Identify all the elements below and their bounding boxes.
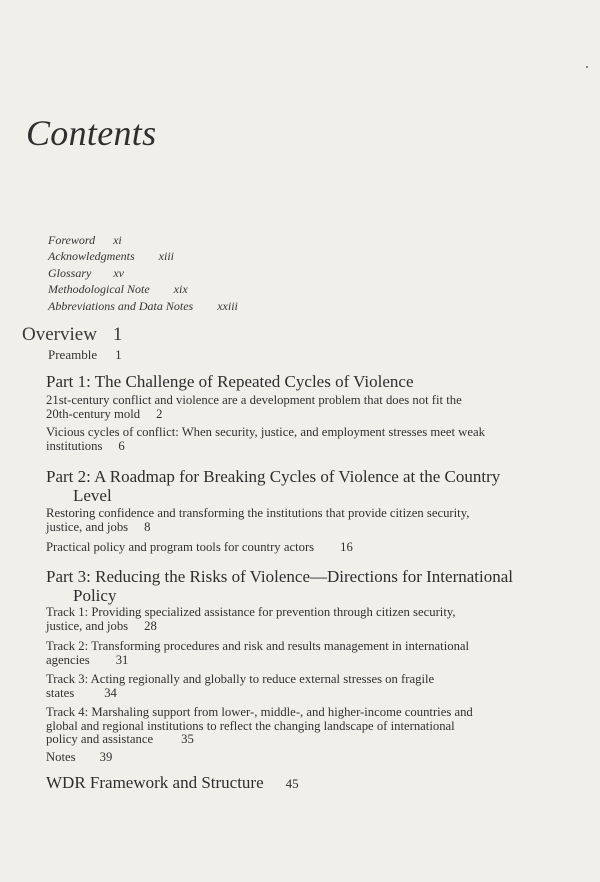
- part-3-heading[interactable]: Part 3: Reducing the Risks of Violence—Directions for International Policy: [46, 567, 514, 605]
- toc-entry[interactable]: [46, 606, 486, 633]
- toc-entry-notes[interactable]: [46, 751, 486, 765]
- entry-label: Abbreviations and Data Notes: [48, 298, 194, 313]
- entry-label: Track 2: Transforming procedures and risk and results management in international agencies: [46, 639, 470, 667]
- page-title: Contents: [26, 113, 157, 153]
- entry-page: 34: [104, 685, 117, 700]
- entry-label: Notes: [46, 750, 76, 764]
- toc-entry[interactable]: [46, 507, 486, 534]
- entry-label: Practical policy and program tools for country actors: [46, 540, 315, 554]
- entry-label: Preamble: [48, 347, 98, 362]
- entry-page: xi: [113, 233, 122, 247]
- toc-entry-abbreviations[interactable]: [48, 298, 238, 314]
- entry-label: Track 1: Providing specialized assistance for prevention through citizen security, justice, and jobs: [46, 605, 456, 633]
- entry-page: 6: [118, 438, 125, 453]
- toc-entry-acknowledgments[interactable]: [48, 248, 238, 264]
- toc-entry-overview[interactable]: [22, 324, 122, 346]
- entry-page: 8: [144, 519, 151, 534]
- entry-label: Foreword: [48, 233, 96, 247]
- entry-label: WDR Framework and Structure: [46, 773, 264, 792]
- toc-entry[interactable]: [46, 426, 486, 453]
- part-1-heading[interactable]: Part 1: The Challenge of Repeated Cycles of Violence: [46, 372, 414, 391]
- toc-entry[interactable]: [46, 673, 486, 700]
- toc-entry-methodological-note[interactable]: [48, 281, 238, 297]
- toc-entry-preamble[interactable]: [48, 347, 122, 363]
- entry-label: Track 4: Marshaling support from lower-, middle-, and higher-income countries and global and regional institutions to reflect the changing landscape of international policy and assistance: [46, 705, 473, 746]
- entry-label: Restoring confidence and transforming the institutions that provide citizen security, justice, and jobs: [46, 506, 470, 534]
- toc-entry[interactable]: [46, 640, 486, 667]
- entry-label: Vicious cycles of conflict: When security, justice, and employment stresses meet weak institutions: [46, 425, 485, 453]
- part-2-heading[interactable]: Part 2: A Roadmap for Breaking Cycles of Violence at the Country Level: [46, 467, 501, 505]
- entry-page: xv: [113, 265, 124, 280]
- entry-page: xxiii: [217, 298, 238, 313]
- front-matter-list: [48, 232, 238, 314]
- entry-page: 1: [112, 324, 123, 345]
- toc-entry-foreword[interactable]: [48, 232, 238, 248]
- entry-label: Overview: [22, 324, 97, 345]
- entry-label: Acknowledgments: [48, 249, 135, 264]
- paper-speck: [586, 66, 588, 68]
- entry-page: 35: [181, 732, 194, 746]
- toc-entry[interactable]: [46, 394, 486, 421]
- entry-page: 2: [156, 406, 163, 421]
- toc-entry-wdr-framework[interactable]: [46, 773, 299, 793]
- entry-label: 21st-century conflict and violence are a development problem that does not fit the 20th-century mold: [46, 393, 462, 421]
- entry-page: xiii: [158, 249, 174, 264]
- entry-page: 16: [340, 540, 353, 554]
- entry-label: Methodological Note: [48, 282, 150, 297]
- entry-page: 31: [115, 652, 129, 667]
- entry-page: xix: [173, 282, 188, 297]
- toc-entry[interactable]: [46, 541, 486, 555]
- toc-entry-glossary[interactable]: [48, 265, 238, 281]
- entry-page: 45: [285, 776, 299, 791]
- entry-label: Track 3: Acting regionally and globally to reduce external stresses on fragile states: [46, 672, 435, 700]
- toc-entry[interactable]: [46, 706, 486, 747]
- entry-page: 39: [99, 750, 113, 764]
- entry-label: Glossary: [48, 265, 92, 280]
- entry-page: 1: [115, 347, 122, 362]
- entry-page: 28: [144, 618, 157, 633]
